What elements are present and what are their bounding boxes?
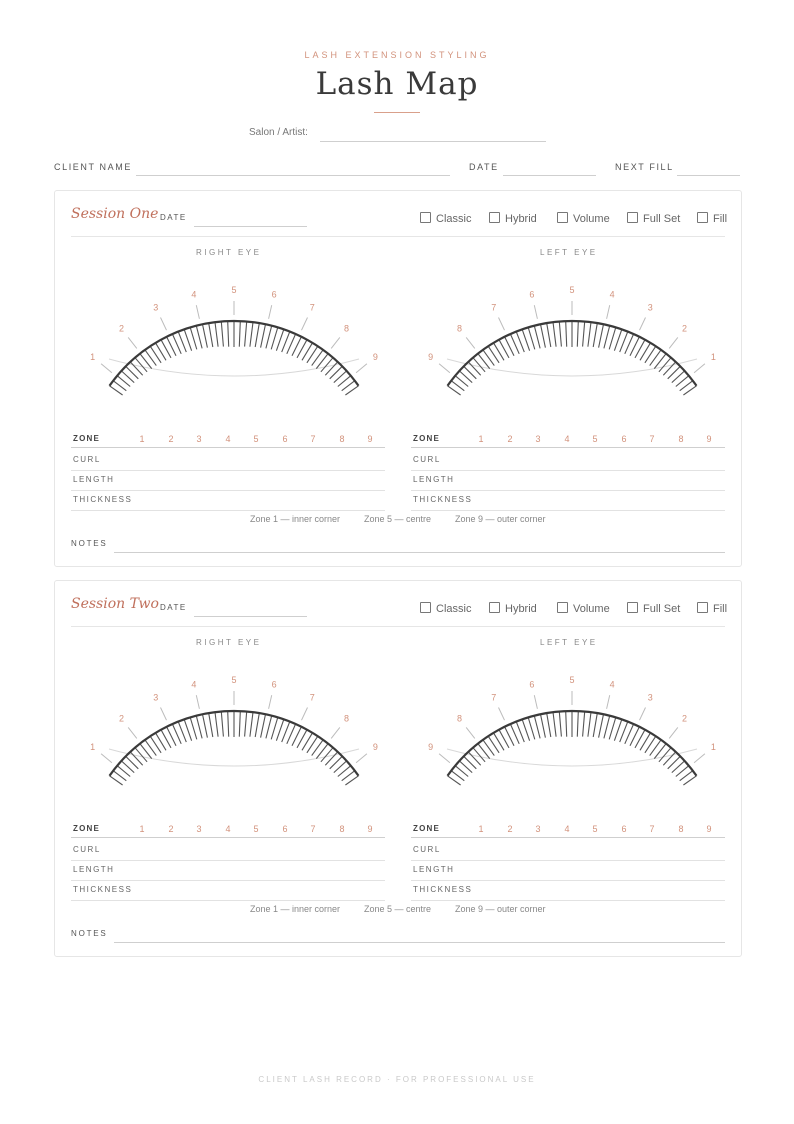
lash-stroke: [255, 323, 259, 347]
zone-header: ZONE: [413, 434, 441, 443]
lash-stroke: [553, 712, 556, 737]
zone-marker-label: 2: [681, 713, 688, 724]
session-divider: [71, 626, 725, 627]
session-date-label: DATE: [160, 213, 187, 222]
zone-marker-label: 1: [90, 351, 96, 362]
length-field[interactable]: [71, 880, 385, 881]
lash-stroke: [228, 711, 229, 737]
zone-marker-label: 9: [372, 741, 378, 752]
lash-stroke: [614, 719, 621, 740]
curl-label: CURL: [73, 845, 101, 854]
lash-stroke: [577, 321, 578, 347]
notes-field[interactable]: [114, 942, 725, 943]
length-label: LENGTH: [413, 475, 455, 484]
option-label: Hybrid: [505, 603, 537, 615]
session-date-label: DATE: [160, 603, 187, 612]
zone-number: 6: [621, 434, 627, 444]
lash-stroke: [196, 326, 202, 349]
date-label: DATE: [469, 162, 499, 172]
zone-tick: [466, 337, 475, 348]
zone-marker-label: 6: [271, 289, 277, 300]
zone-number: 6: [621, 824, 627, 834]
option-label: Hybrid: [505, 213, 537, 225]
zone-marker-label: 7: [309, 692, 315, 703]
zone-number: 7: [649, 824, 655, 834]
legend-centre: Zone 5 — centre: [364, 514, 432, 524]
lash-stroke: [221, 322, 223, 347]
option-hybrid[interactable]: [489, 602, 537, 615]
zone-marker-label: 9: [428, 351, 434, 362]
zone-marker-label: 6: [529, 289, 535, 300]
zone-marker-label: 6: [271, 679, 277, 690]
lash-stroke: [609, 717, 616, 739]
thickness-field[interactable]: [411, 900, 725, 901]
zone-number: 8: [339, 434, 345, 444]
zone-marker-label: 1: [710, 351, 716, 362]
zone-tick: [128, 337, 137, 348]
session-divider: [71, 236, 725, 237]
right-eye-label: RIGHT EYE: [196, 638, 262, 647]
option-label: Classic: [436, 603, 472, 615]
zone-number: 9: [367, 824, 373, 834]
zone-header: ZONE: [73, 434, 101, 443]
curl-label: CURL: [413, 455, 441, 464]
lash-stroke: [228, 321, 229, 347]
zone-marker-label: 2: [118, 713, 125, 724]
lash-stroke: [599, 714, 604, 737]
length-label: LENGTH: [413, 865, 455, 874]
zone-tick: [356, 754, 367, 763]
checkbox-icon[interactable]: [697, 602, 708, 613]
lash-stroke: [250, 712, 253, 737]
zone-marker-label: 8: [456, 713, 463, 724]
thickness-field[interactable]: [411, 510, 725, 511]
legend-outer: Zone 9 — outer corner: [455, 904, 546, 914]
zone-tick: [269, 305, 272, 319]
lash-stroke: [593, 713, 597, 737]
zone-number: 6: [282, 434, 288, 444]
row-divider: [411, 447, 725, 448]
next-fill-field[interactable]: [677, 175, 740, 176]
lash-stroke: [559, 712, 561, 737]
lash-stroke: [528, 327, 535, 349]
lash-stroke: [203, 324, 208, 347]
zone-marker-label: 8: [343, 713, 350, 724]
checkbox-icon[interactable]: [697, 212, 708, 223]
row-divider: [71, 837, 385, 838]
option-fill[interactable]: [697, 602, 727, 615]
lash-stroke: [614, 329, 621, 350]
row-divider: [411, 837, 725, 838]
legend-inner: Zone 1 — inner corner: [250, 514, 341, 524]
length-label: LENGTH: [73, 865, 115, 874]
session-title: Session One: [71, 206, 159, 222]
zone-tick: [356, 364, 367, 373]
lash-stroke: [271, 717, 278, 739]
option-classic[interactable]: [420, 212, 471, 225]
thickness-field[interactable]: [71, 510, 385, 511]
page-kicker: LASH EXTENSION STYLING: [304, 50, 490, 60]
curl-label: CURL: [73, 455, 101, 464]
session-title: Session Two: [71, 596, 159, 612]
lash-stroke: [276, 719, 283, 740]
left-eye-label: LEFT EYE: [540, 248, 598, 257]
zone-marker-label: 4: [609, 679, 615, 690]
session-date-field[interactable]: [194, 226, 307, 227]
zone-tick: [499, 318, 505, 331]
zone-marker-label: 8: [456, 323, 463, 334]
zone-number: 7: [310, 434, 316, 444]
lash-stroke: [559, 322, 561, 347]
option-label: Volume: [573, 603, 610, 615]
lash-stroke: [588, 322, 591, 347]
zone-marker-label: 4: [609, 289, 615, 300]
zone-marker-label: 6: [529, 679, 535, 690]
lash-stroke: [599, 324, 604, 347]
zone-marker-label: 3: [153, 302, 159, 313]
lash-stroke: [609, 327, 616, 349]
zone-marker-label: 4: [191, 289, 197, 300]
zone-tick: [466, 727, 475, 738]
session-card: [54, 580, 742, 957]
zone-tick: [534, 695, 537, 709]
zone-number: 2: [168, 434, 174, 444]
checkbox-icon[interactable]: [420, 212, 431, 223]
zone-marker-label: 1: [710, 741, 716, 752]
zone-tick: [302, 318, 308, 331]
checkbox-icon[interactable]: [627, 602, 638, 613]
salon-artist-field[interactable]: [320, 141, 546, 142]
option-full-set[interactable]: [627, 212, 680, 225]
option-label: Fill: [713, 213, 728, 225]
zone-number: 2: [507, 824, 513, 834]
zone-tick: [302, 708, 308, 721]
lash-stroke: [522, 329, 529, 350]
zone-number: 4: [564, 434, 570, 444]
option-label: Full Set: [643, 603, 681, 615]
session-date-field[interactable]: [194, 616, 307, 617]
zone-tick: [331, 727, 340, 738]
lash-stroke: [221, 712, 223, 737]
right-eye-diagram: [89, 271, 379, 401]
option-full-set[interactable]: [627, 602, 680, 615]
zone-tick: [640, 708, 646, 721]
option-label: Fill: [713, 603, 728, 615]
lash-stroke: [547, 323, 551, 347]
thickness-field[interactable]: [71, 900, 385, 901]
zone-tick: [161, 708, 167, 721]
zone-number: 9: [706, 434, 712, 444]
zone-marker-label: 7: [309, 302, 315, 313]
zone-number: 5: [592, 824, 598, 834]
option-label: Volume: [573, 213, 610, 225]
zone-number: 8: [339, 824, 345, 834]
salon-artist-label: Salon / Artist:: [249, 127, 308, 138]
lash-stroke: [184, 329, 191, 350]
lash-stroke: [541, 324, 546, 347]
length-field[interactable]: [71, 490, 385, 491]
option-hybrid[interactable]: [489, 212, 537, 225]
lash-stroke: [215, 322, 218, 347]
left-eye-label: LEFT EYE: [540, 638, 598, 647]
lash-stroke: [261, 714, 266, 737]
thickness-label: THICKNESS: [73, 495, 133, 504]
zone-marker-label: 5: [569, 675, 575, 685]
zone-number: 3: [196, 434, 202, 444]
lash-stroke: [345, 776, 358, 785]
curl-field[interactable]: [411, 860, 725, 861]
lash-stroke: [528, 717, 535, 739]
option-label: Classic: [436, 213, 472, 225]
lash-stroke: [266, 326, 272, 349]
zone-marker-label: 7: [491, 302, 497, 313]
notes-label: NOTES: [71, 929, 108, 938]
checkbox-icon[interactable]: [557, 212, 568, 223]
lash-stroke: [255, 713, 259, 737]
zone-marker-label: 3: [647, 692, 653, 703]
thickness-label: THICKNESS: [413, 495, 473, 504]
page-title: Lash Map: [315, 66, 479, 102]
zone-tick: [534, 305, 537, 319]
zone-number: 7: [649, 434, 655, 444]
zone-number: 6: [282, 824, 288, 834]
client-name-field[interactable]: [136, 175, 450, 176]
lash-stroke: [345, 386, 358, 395]
lash-stroke: [583, 322, 585, 347]
zone-marker-label: 7: [491, 692, 497, 703]
zone-number: 1: [478, 434, 484, 444]
zone-marker-label: 3: [153, 692, 159, 703]
zone-number: 4: [564, 824, 570, 834]
row-divider: [71, 447, 385, 448]
lash-stroke: [196, 716, 202, 739]
zone-number: 5: [253, 434, 259, 444]
zone-marker-label: 9: [428, 741, 434, 752]
right-eye-label: RIGHT EYE: [196, 248, 262, 257]
zone-number: 3: [535, 824, 541, 834]
lash-stroke: [250, 322, 253, 347]
length-field[interactable]: [411, 880, 725, 881]
zone-number: 3: [535, 434, 541, 444]
lash-stroke: [683, 386, 696, 395]
option-classic[interactable]: [420, 602, 471, 615]
zone-tick: [439, 754, 450, 763]
left-eye-diagram: [427, 661, 717, 791]
zone-number: 5: [592, 434, 598, 444]
zone-number: 1: [139, 824, 145, 834]
curl-label: CURL: [413, 845, 441, 854]
lash-stroke: [245, 712, 247, 737]
zone-marker-label: 1: [90, 741, 96, 752]
legend-centre: Zone 5 — centre: [364, 904, 432, 914]
zone-header: ZONE: [73, 824, 101, 833]
lash-stroke: [604, 326, 610, 349]
zone-number: 9: [367, 434, 373, 444]
zone-tick: [196, 695, 199, 709]
lash-stroke: [239, 321, 240, 347]
lash-stroke: [593, 323, 597, 347]
date-field[interactable]: [503, 175, 596, 176]
lash-stroke: [583, 712, 585, 737]
zone-number: 8: [678, 434, 684, 444]
lash-stroke: [588, 712, 591, 737]
lash-stroke: [566, 321, 567, 347]
option-volume[interactable]: [557, 212, 610, 225]
lash-stroke: [271, 327, 278, 349]
curl-field[interactable]: [411, 470, 725, 471]
zone-tick: [694, 754, 705, 763]
right-eye-diagram: [89, 661, 379, 791]
zone-tick: [694, 364, 705, 373]
zone-header: ZONE: [413, 824, 441, 833]
lash-stroke: [261, 324, 266, 347]
length-label: LENGTH: [73, 475, 115, 484]
title-divider: [374, 112, 420, 113]
checkbox-icon[interactable]: [489, 212, 500, 223]
zone-marker-label: 5: [231, 285, 237, 295]
lash-stroke: [522, 719, 529, 740]
page-footer: CLIENT LASH RECORD · FOR PROFESSIONAL USE: [258, 1075, 536, 1084]
thickness-label: THICKNESS: [73, 885, 133, 894]
option-fill[interactable]: [697, 212, 727, 225]
zone-marker-label: 4: [191, 679, 197, 690]
lash-stroke: [448, 386, 461, 395]
left-eye-diagram: [427, 271, 717, 401]
zone-tick: [439, 364, 450, 373]
zone-number: 9: [706, 824, 712, 834]
notes-field[interactable]: [114, 552, 725, 553]
lash-stroke: [239, 711, 240, 737]
zone-tick: [607, 305, 610, 319]
zone-number: 3: [196, 824, 202, 834]
zone-marker-label: 5: [231, 675, 237, 685]
lash-stroke: [534, 326, 540, 349]
lash-stroke: [215, 712, 218, 737]
lash-stroke: [266, 716, 272, 739]
zone-marker-label: 2: [681, 323, 688, 334]
zone-tick: [101, 364, 112, 373]
curl-field[interactable]: [71, 860, 385, 861]
zone-marker-label: 8: [343, 323, 350, 334]
zone-number: 7: [310, 824, 316, 834]
lash-stroke: [577, 711, 578, 737]
lash-stroke: [276, 329, 283, 350]
lash-stroke: [110, 386, 123, 395]
thickness-label: THICKNESS: [413, 885, 473, 894]
legend-outer: Zone 9 — outer corner: [455, 514, 546, 524]
lash-stroke: [190, 717, 197, 739]
legend-inner: Zone 1 — inner corner: [250, 904, 341, 914]
session-card: [54, 190, 742, 567]
zone-marker-label: 2: [118, 323, 125, 334]
length-field[interactable]: [411, 490, 725, 491]
lash-stroke: [566, 711, 567, 737]
curl-field[interactable]: [71, 470, 385, 471]
zone-tick: [196, 305, 199, 319]
checkbox-icon[interactable]: [557, 602, 568, 613]
zone-tick: [669, 727, 678, 738]
lash-stroke: [209, 323, 213, 347]
notes-label: NOTES: [71, 539, 108, 548]
zone-number: 4: [225, 824, 231, 834]
lash-stroke: [203, 714, 208, 737]
zone-tick: [101, 754, 112, 763]
lash-stroke: [245, 322, 247, 347]
zone-tick: [161, 318, 167, 331]
zone-marker-label: 9: [372, 351, 378, 362]
zone-tick: [269, 695, 272, 709]
lash-stroke: [184, 719, 191, 740]
lash-stroke: [448, 776, 461, 785]
lash-stroke: [547, 713, 551, 737]
lash-stroke: [683, 776, 696, 785]
zone-marker-label: 5: [569, 285, 575, 295]
zone-number: 1: [139, 434, 145, 444]
zone-number: 2: [507, 434, 513, 444]
lash-stroke: [604, 716, 610, 739]
option-volume[interactable]: [557, 602, 610, 615]
zone-number: 2: [168, 824, 174, 834]
lash-stroke: [553, 322, 556, 347]
lash-stroke: [110, 776, 123, 785]
zone-number: 5: [253, 824, 259, 834]
client-name-label: CLIENT NAME: [54, 162, 132, 172]
zone-number: 1: [478, 824, 484, 834]
zone-number: 8: [678, 824, 684, 834]
option-label: Full Set: [643, 213, 681, 225]
checkbox-icon[interactable]: [420, 602, 431, 613]
zone-number: 4: [225, 434, 231, 444]
zone-tick: [331, 337, 340, 348]
zone-marker-label: 3: [647, 302, 653, 313]
lash-stroke: [534, 716, 540, 739]
zone-tick: [607, 695, 610, 709]
next-fill-label: NEXT FILL: [615, 162, 674, 172]
lash-stroke: [209, 713, 213, 737]
lash-stroke: [190, 327, 197, 349]
lash-stroke: [541, 714, 546, 737]
zone-tick: [640, 318, 646, 331]
checkbox-icon[interactable]: [627, 212, 638, 223]
zone-tick: [499, 708, 505, 721]
zone-tick: [128, 727, 137, 738]
checkbox-icon[interactable]: [489, 602, 500, 613]
zone-tick: [669, 337, 678, 348]
